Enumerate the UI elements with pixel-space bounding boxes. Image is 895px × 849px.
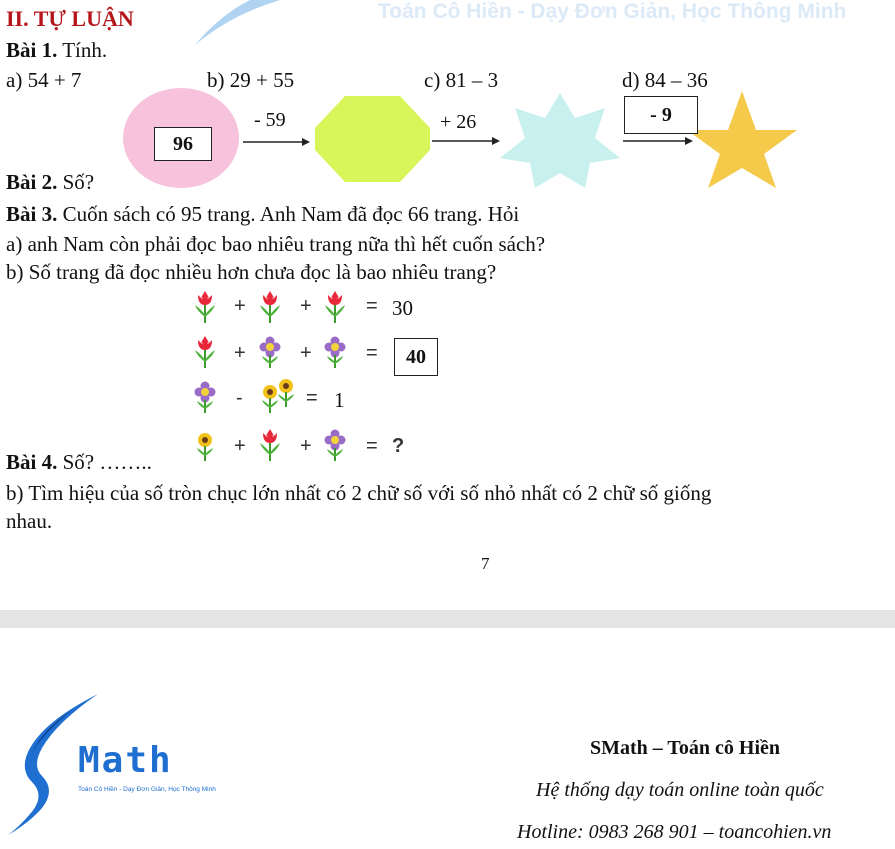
green-octagon (315, 96, 430, 182)
page-separator (0, 610, 895, 628)
puzzle-r4-result: ? (392, 435, 405, 457)
puzzle-r1-plus1: + (234, 295, 246, 317)
bai1-text: Tính. (57, 38, 108, 62)
bai4-text: Số? …….. (57, 450, 152, 474)
section-title: II. TỰ LUẬN (6, 6, 134, 31)
smath-logo-subtitle: Toán Cô Hiền - Dạy Đơn Giản, Học Thông Minh (78, 786, 216, 793)
header-swoosh (190, 0, 280, 45)
footer-hotline: Hotline: 0983 268 901 – toancohien.vn (517, 821, 832, 843)
footer-slogan: Hệ thống dạy toán online toàn quốc (536, 779, 824, 801)
chain-shapes (0, 88, 895, 188)
puzzle-r3-eq: = (306, 387, 318, 409)
puzzle-r4-eq: = (366, 435, 378, 457)
puzzle-r3-result: 1 (334, 388, 345, 412)
chain-op1: - 59 (254, 109, 286, 131)
yellow-star (687, 91, 797, 188)
puzzle-r2-result-box: 40 (394, 338, 438, 376)
bai1-heading (6, 40, 107, 61)
bai1-label: Bài 1. (6, 38, 58, 62)
bai3-label: Bài 3. (6, 202, 58, 226)
footer-brand: SMath – Toán cô Hiền (590, 737, 781, 759)
puzzle-r4-plus2: + (300, 435, 312, 457)
puzzle-r2-eq: = (366, 342, 378, 364)
bai2-label: Bài 2. (6, 170, 58, 194)
bai3-heading (6, 204, 519, 225)
chain-op2: + 26 (440, 111, 477, 133)
page-number: 7 (481, 554, 490, 573)
puzzle-r2-plus1: + (234, 342, 246, 364)
bai2-text: Số? (57, 170, 95, 194)
bai4-label: Bài 4. (6, 450, 58, 474)
bai1-item-b: b) 29 + 55 (207, 68, 295, 92)
bai2-heading (6, 172, 94, 193)
puzzle-r3-minus: - (236, 387, 243, 409)
puzzle-r1-eq: = (366, 295, 378, 317)
bai4-heading (6, 452, 152, 473)
bai1-item-c: c) 81 – 3 (424, 68, 499, 92)
bai4-b-line2: nhau. (6, 509, 53, 533)
chain-op3-box: - 9 (624, 96, 698, 134)
bai3-text: Cuốn sách có 95 trang. Anh Nam đã đọc 66 trang. Hỏi (57, 202, 520, 226)
watermark: Toán Cô Hiền - Dạy Đơn Giản, Học Thông Minh (378, 0, 847, 23)
bai1-item-a: a) 54 + 7 (6, 68, 82, 92)
bai3-b: b) Số trang đã đọc nhiều hơn chưa đọc là bao nhiêu trang? (6, 260, 497, 284)
bai3-a: a) anh Nam còn phải đọc bao nhiêu trang nữa thì hết cuốn sách? (6, 232, 546, 256)
bai4-b-line1: b) Tìm hiệu của số tròn chục lớn nhất có 2 chữ số với số nhỏ nhất có 2 chữ số giống (6, 481, 712, 505)
bai1-item-d: d) 84 – 36 (622, 68, 708, 92)
chain-start-box: 96 (154, 127, 212, 161)
smath-logo-text: Math (78, 740, 173, 781)
puzzle-r2-plus2: + (300, 342, 312, 364)
teal-star (500, 93, 620, 188)
puzzle-r1-result: 30 (392, 296, 413, 320)
puzzle-r4-plus1: + (234, 435, 246, 457)
puzzle-r1-plus2: + (300, 295, 312, 317)
